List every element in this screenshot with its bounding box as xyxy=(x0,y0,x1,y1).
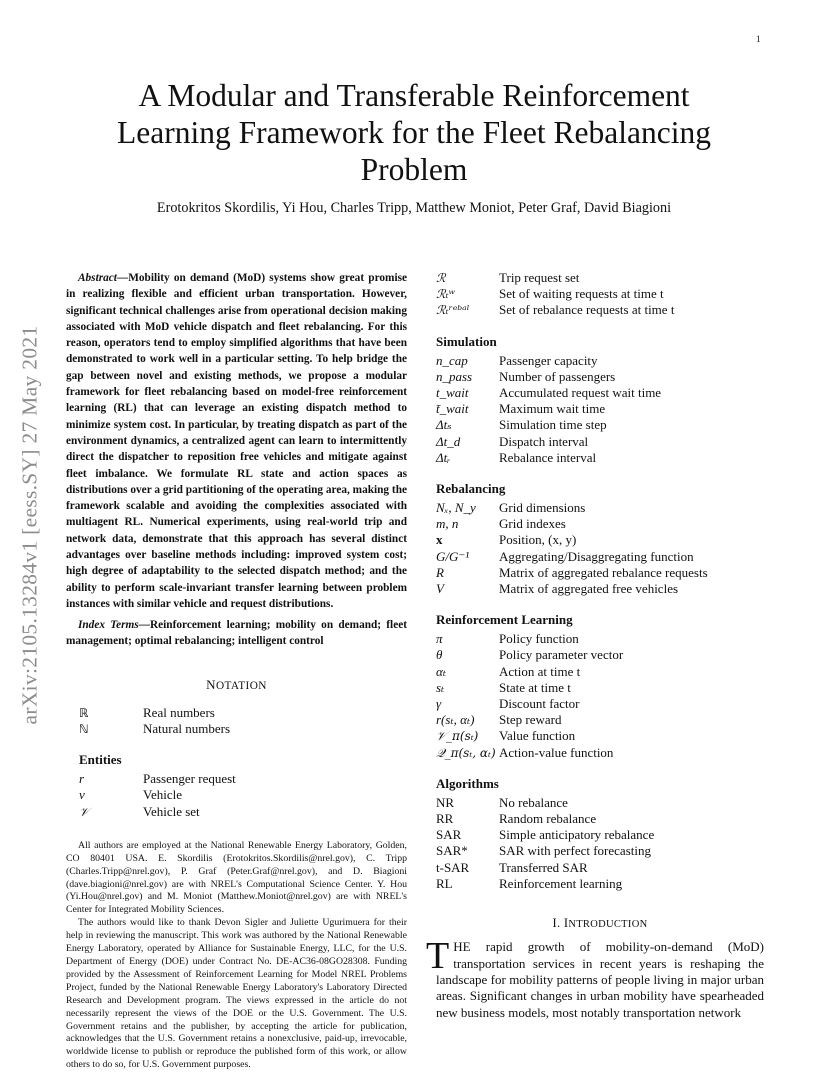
author-list: Erotokritos Skordilis, Yi Hou, Charles Tripp, Matthew Moniot, Peter Graf, David Biagioni xyxy=(156,200,672,216)
notation-row xyxy=(436,860,764,876)
notation-description: Grid dimensions xyxy=(499,500,586,516)
notation-description: Trip request set xyxy=(499,270,580,285)
notation-description: Step reward xyxy=(499,712,562,728)
notation-row xyxy=(436,302,764,318)
notation-row xyxy=(436,728,764,744)
notation-symbol: SAR* xyxy=(436,843,468,859)
acknowledgment-footnote: The authors would like to thank Devon Sigler and Juliette Ugurimuera for their help in reviewing the manuscript. This work was authored by the National Renewable Energy Laboratory, operated by Alliance for Sustainable Energy, LLC, for the U.S. Department of Energy (DOE) under Contract No. DE-AC36-08GO28308. Funding provided by the Assessment of Reinforcement Learning for Model NREL Problems Project, funded by the National Renewable Energy Laboratory's Laboratory Directed Research and Development program. The views expressed in the article do not necessarily represent the views of the DOE or the U.S. Government. The U.S. Government retains and the publisher, by accepting the article for publication, acknowledges that the U.S. Government retains a nonexclusive, paid-up, irrevocable, worldwide license to publish or reproduce the published form of this work, or allow others to do so, for U.S. Government purposes. xyxy=(66,917,407,1071)
notation-symbol: 𝒬_π(sₜ, αₜ) xyxy=(436,745,496,760)
notation-description: Set of waiting requests at time t xyxy=(499,286,664,302)
notation-description: Vehicle xyxy=(143,787,182,803)
notation-row xyxy=(436,795,764,811)
notation-row xyxy=(436,581,764,597)
notation-symbol: m, n xyxy=(436,516,459,532)
notation-row xyxy=(436,270,764,286)
notation-symbol: Δtᵣ xyxy=(436,449,451,465)
notation-symbol: ℝ xyxy=(79,705,89,720)
notation-heading: NOTATION xyxy=(206,676,267,692)
notation-symbol: NR xyxy=(436,794,455,810)
notation-row xyxy=(66,804,407,820)
basic-notation-list xyxy=(66,705,407,737)
notation-symbol: Nₓ, N_y xyxy=(436,500,476,516)
abstract xyxy=(66,270,407,612)
notation-row xyxy=(66,787,407,803)
notation-description: Set of rebalance requests at time t xyxy=(499,302,675,318)
notation-symbol: n_pass xyxy=(436,368,473,384)
notation-symbol: Δtₛ xyxy=(436,417,452,433)
introduction-heading: I. INTRODUCTION xyxy=(552,916,648,931)
page-number: 1 xyxy=(756,34,761,44)
notation-row xyxy=(436,647,764,663)
notation-symbol: αₜ xyxy=(436,663,447,679)
notation-description: Discount factor xyxy=(499,696,580,712)
notation-row xyxy=(436,843,764,859)
notation-symbol: γ xyxy=(436,696,442,712)
algorithms-heading: Algorithms xyxy=(436,775,499,791)
notation-description: Rebalance interval xyxy=(499,449,597,465)
notation-symbol: Δt_d xyxy=(436,433,461,449)
notation-row xyxy=(436,745,764,761)
notation-symbol: ℛ xyxy=(436,271,446,285)
abstract-text: Mobility on demand (MoD) systems show great promise in realizing flexible and efficient urban transportation. However, significant technical challenges arise from operational decision making associated with MoD vehicle dispatch and fleet rebalancing. For this reason, operators tend to employ simplified algorithms that have been demonstrated to work well in a particular setting. To help bridge the gap between novel and existing methods, we propose a modular framework for fleet rebalancing based on model-free reinforcement learning (RL) that can leverage an existing dispatch method to minimize system cost. In particular, by treating dispatch as part of the environment dynamics, a centralized agent can learn to intermittently direct the dispatcher to reposition free vehicles and mitigate against fleet imbalance. We formulate RL state and action spaces as distributions over a grid partitioning of the operating area, making the framework scalable and avoiding the complexities associated with multiagent RL. Numerical experiments, using real-world trip and network data, demonstrate that this approach has several distinct advantages over baseline methods including: improved system cost; high degree of adaptability to the selected dispatch method; and the ability to perform scale-invariant transfer learning between problem instances with similar vehicle and request distributions. xyxy=(66,272,407,610)
notation-row xyxy=(436,696,764,712)
notation-description: Policy function xyxy=(499,631,579,647)
notation-description: Number of passengers xyxy=(499,368,616,384)
paper-title: A Modular and Transferable Reinforcement Learning Framework for the Fleet Rebalancing Problem xyxy=(117,78,711,187)
notation-description: Maximum wait time xyxy=(499,401,606,417)
notation-description: Accumulated request wait time xyxy=(499,385,662,401)
left-column xyxy=(66,270,407,1072)
notation-description: State at time t xyxy=(499,679,571,695)
notation-symbol: ℛₜʳᵉᵇᵃˡ xyxy=(436,303,470,318)
notation-symbol: SAR xyxy=(436,827,462,843)
rebalancing-heading: Rebalancing xyxy=(436,481,506,497)
affiliation-footnote: All authors are employed at the National Renewable Energy Laboratory, Golden, CO 80401 USA. E. Skordilis (Erotokritos.Skordilis@nrel.gov), C. Tripp (Charles.Tripp@nrel.gov), P. Graf (Peter.Graf@nrel.gov), and D. Biagioni (dave.biagioni@nrel.gov) are with NREL's Computational Science Center. Y. Hou (Yi.Hou@nrel.gov) and M. Moniot (Matthew.Moniot@nrel.gov) are with NREL's Center for Integrated Mobility Sciences. xyxy=(66,839,407,916)
notation-description: Matrix of aggregated free vehicles xyxy=(499,581,679,597)
notation-row xyxy=(66,771,407,787)
notation-symbol: θ xyxy=(436,647,443,663)
entities-heading: Entities xyxy=(79,752,122,768)
notation-row xyxy=(436,811,764,827)
notation-description: Aggregating/Disaggregating function xyxy=(499,548,694,564)
notation-symbol: 𝒱_π(sₜ) xyxy=(436,729,479,744)
notation-row xyxy=(66,705,407,721)
notation-symbol: t̄_wait xyxy=(436,401,469,417)
simulation-list xyxy=(436,353,764,466)
notation-row xyxy=(436,369,764,385)
notation-row xyxy=(436,516,764,532)
notation-symbol: RR xyxy=(436,811,454,827)
notation-row xyxy=(436,827,764,843)
rl-list xyxy=(436,631,764,761)
notation-description: Matrix of aggregated rebalance requests xyxy=(499,564,708,580)
notation-description: Passenger request xyxy=(143,771,236,787)
algorithms-list xyxy=(436,795,764,892)
notation-description: Policy parameter vector xyxy=(499,647,624,663)
notation-row xyxy=(436,450,764,466)
notation-description: SAR with perfect forecasting xyxy=(499,843,651,859)
rebalancing-list xyxy=(436,500,764,597)
entities-list xyxy=(66,771,407,820)
notation-symbol: RL xyxy=(436,875,453,891)
notation-description: Simple anticipatory rebalance xyxy=(499,827,655,843)
introduction-text: HE rapid growth of mobility-on-demand (MoD) transportation services in recent years is reshaping the landscape for mobility patterns of people living in major urban areas. Significant changes in urban mobility have spearheaded new business models, most notably transportation network xyxy=(436,939,764,1020)
notation-symbol: t_wait xyxy=(436,385,469,401)
notation-symbol: n_cap xyxy=(436,352,468,368)
notation-description: Random rebalance xyxy=(499,811,597,827)
notation-row xyxy=(436,417,764,433)
right-column xyxy=(426,270,764,1021)
notation-description: Simulation time step xyxy=(499,417,607,433)
notation-symbol: r(sₜ, αₜ) xyxy=(436,712,475,728)
notation-description: Transferred SAR xyxy=(499,859,588,875)
notation-symbol: V xyxy=(436,581,444,597)
notation-description: Reinforcement learning xyxy=(499,875,623,891)
notation-row xyxy=(436,385,764,401)
request-notation-list xyxy=(436,270,764,319)
notation-description: No rebalance xyxy=(499,794,568,810)
notation-row xyxy=(436,549,764,565)
notation-symbol: x xyxy=(436,532,443,548)
notation-symbol: r xyxy=(79,771,85,787)
notation-symbol: ℛₜʷ xyxy=(436,287,456,302)
arxiv-identifier-text: arXiv:2105.13284v1 [eess.SY] 27 May 2021 xyxy=(17,325,42,725)
rl-heading: Reinforcement Learning xyxy=(436,612,573,628)
notation-row xyxy=(436,353,764,369)
notation-row xyxy=(436,532,764,548)
notation-row xyxy=(436,680,764,696)
notation-description: Real numbers xyxy=(143,704,215,720)
notation-row xyxy=(436,876,764,892)
notation-row xyxy=(436,286,764,302)
notation-row xyxy=(436,664,764,680)
simulation-heading: Simulation xyxy=(436,333,497,349)
notation-row xyxy=(436,631,764,647)
index-terms-heading: Index Terms— xyxy=(78,619,150,632)
arxiv-identifier-stamp xyxy=(0,270,60,780)
notation-symbol: ℕ xyxy=(79,722,89,737)
notation-symbol: G/G⁻¹ xyxy=(436,548,470,564)
notation-row xyxy=(436,401,764,417)
index-terms xyxy=(66,618,407,649)
notation-symbol: R xyxy=(436,564,444,580)
notation-description: Action at time t xyxy=(499,663,581,679)
notation-description: Action-value function xyxy=(499,744,614,760)
notation-symbol: π xyxy=(436,631,443,647)
notation-description: Grid indexes xyxy=(499,516,566,532)
notation-description: Natural numbers xyxy=(143,721,231,737)
notation-row xyxy=(436,434,764,450)
index-terms-text: Reinforcement learning; mobility on demand; fleet management; optimal rebalancing; intelligent control xyxy=(66,619,407,647)
introduction-paragraph xyxy=(426,935,764,1021)
abstract-heading: Abstract— xyxy=(78,272,129,284)
notation-symbol: t-SAR xyxy=(436,859,470,875)
notation-row xyxy=(66,721,407,737)
drop-cap: T xyxy=(426,935,450,978)
notation-row xyxy=(436,712,764,728)
notation-symbol: 𝒱 xyxy=(79,804,89,819)
notation-description: Position, (x, y) xyxy=(499,532,577,548)
notation-row xyxy=(436,500,764,516)
notation-symbol: v xyxy=(79,787,85,803)
notation-symbol: sₜ xyxy=(436,679,445,695)
notation-description: Value function xyxy=(499,728,576,744)
notation-description: Vehicle set xyxy=(143,803,200,819)
notation-description: Passenger capacity xyxy=(499,352,598,368)
notation-description: Dispatch interval xyxy=(499,433,589,449)
notation-row xyxy=(436,565,764,581)
